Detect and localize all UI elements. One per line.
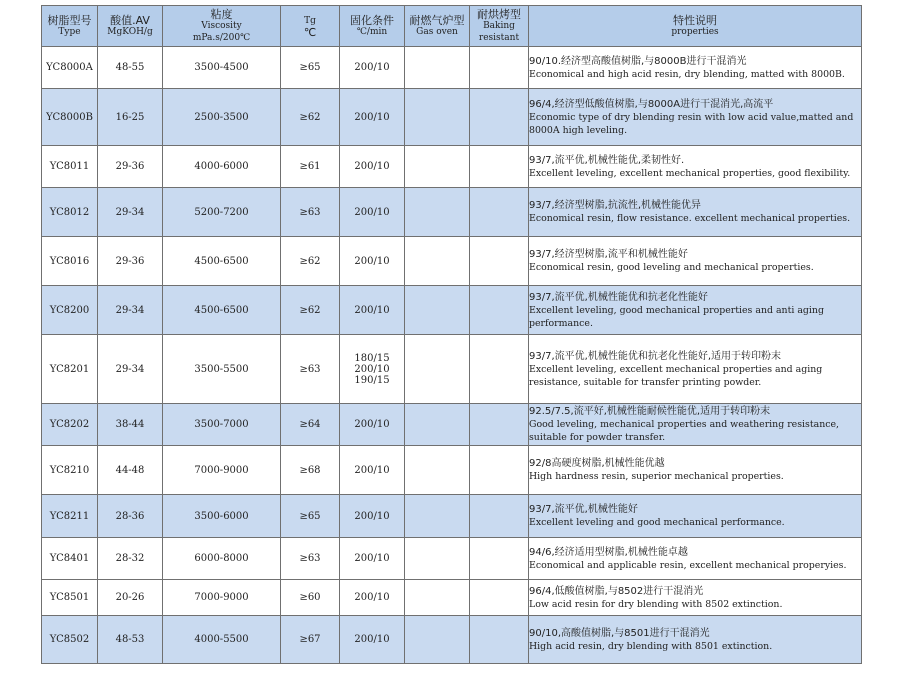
properties-en: Economical and high acid resin, dry blending, matted with 8000B. xyxy=(529,68,845,80)
header-viscosity-zh: 粘度 xyxy=(210,7,233,21)
cell-av: 16-25 xyxy=(98,89,163,146)
cell-type: YC8201 xyxy=(42,335,98,404)
table-row xyxy=(42,538,862,580)
cell-type: YC8200 xyxy=(42,286,98,335)
header-baking-zh: 耐烘烤型 xyxy=(477,7,521,21)
table-row xyxy=(42,616,862,664)
properties-en: Economic type of dry blending resin with low acid value,matted and 8000A high leveling. xyxy=(529,111,854,136)
properties-zh: 93/7,流平优,机械性能优和抗老化性能好 xyxy=(529,291,708,303)
cell-av: 29-34 xyxy=(98,188,163,237)
cell-gas-oven xyxy=(405,286,470,335)
cell-cure: 200/10 xyxy=(340,188,405,237)
header-gas-oven-zh: 耐燃气炉型 xyxy=(409,13,465,27)
cell-baking xyxy=(470,446,529,495)
cell-gas-oven xyxy=(405,188,470,237)
header-cure-zh: 固化条件 xyxy=(350,13,394,27)
cell-type: YC8012 xyxy=(42,188,98,237)
cell-cure: 200/10 xyxy=(340,616,405,664)
properties-zh: 93/7,经济型树脂,抗流性,机械性能优异 xyxy=(529,200,701,211)
table-row xyxy=(42,188,862,237)
cell-av: 29-34 xyxy=(98,335,163,404)
properties-en: Economical resin, good leveling and mechanical properties. xyxy=(529,262,814,273)
cell-type: YC8202 xyxy=(42,404,98,446)
header-gas-oven-en: Gas oven xyxy=(416,26,458,37)
properties-zh: 93/7,经济型树脂,流平和机械性能好 xyxy=(529,249,688,260)
cell-viscosity: 5200-7200 xyxy=(163,188,281,237)
table-row xyxy=(42,495,862,538)
cell-cure: 200/10 xyxy=(340,89,405,146)
header-tg-zh: Tg xyxy=(304,15,316,26)
cell-properties xyxy=(529,188,862,237)
cell-cure: 200/10 xyxy=(340,446,405,495)
properties-zh: 90/10,高酸值树脂,与8501进行干混消光 xyxy=(529,627,710,639)
cell-cure: 200/10 xyxy=(340,286,405,335)
cell-gas-oven xyxy=(405,580,470,616)
cell-av: 48-55 xyxy=(98,47,163,89)
properties-en: Economical and applicable resin, excellent mechanical properyies. xyxy=(529,559,847,571)
properties-en: Economical resin, flow resistance. excellent mechanical properties. xyxy=(529,213,851,224)
cell-tg: ≥63 xyxy=(281,335,340,404)
cell-gas-oven xyxy=(405,495,470,538)
cell-baking xyxy=(470,188,529,237)
cell-tg: ≥62 xyxy=(281,237,340,286)
header-properties-zh: 特性说明 xyxy=(673,13,717,27)
table-row xyxy=(42,146,862,188)
cell-type: YC8502 xyxy=(42,616,98,664)
properties-zh: 90/10.经济型高酸值树脂,与8000B进行干混消光 xyxy=(529,55,747,67)
cell-cure: 200/10 xyxy=(340,495,405,538)
cell-av: 28-32 xyxy=(98,538,163,580)
table-row xyxy=(42,335,862,404)
cure-line: 190/15 xyxy=(354,374,390,386)
cell-baking xyxy=(470,580,529,616)
cell-properties xyxy=(529,580,862,616)
cure-line: 200/10 xyxy=(354,363,390,375)
cell-type: YC8011 xyxy=(42,146,98,188)
header-av-en: MgKOH/g xyxy=(107,26,153,37)
header-cure-en: ℃/min xyxy=(356,26,388,37)
properties-zh: 93/7,流平优,机械性能好 xyxy=(529,504,638,515)
header-av-zh: 酸值.AV xyxy=(110,13,150,27)
properties-en: Good leveling, mechanical properties and weathering resistance, suitable for powder transfer. xyxy=(529,419,840,443)
header-av xyxy=(98,6,163,47)
header-properties-en: properties xyxy=(671,26,719,37)
header-tg-en: ℃ xyxy=(303,25,317,39)
table-row xyxy=(42,580,862,616)
header-gas-oven xyxy=(405,6,470,47)
cell-properties xyxy=(529,446,862,495)
cell-properties xyxy=(529,47,862,89)
header-viscosity xyxy=(163,6,281,47)
cell-cure: 200/10 xyxy=(340,47,405,89)
table-row xyxy=(42,89,862,146)
cell-baking xyxy=(470,286,529,335)
cell-viscosity: 6000-8000 xyxy=(163,538,281,580)
cell-properties xyxy=(529,146,862,188)
cell-cure: 200/10 xyxy=(340,237,405,286)
cell-gas-oven xyxy=(405,538,470,580)
properties-zh: 93/7,流平优,机械性能优,柔韧性好. xyxy=(529,154,685,166)
cell-type: YC8211 xyxy=(42,495,98,538)
header-baking xyxy=(470,6,529,47)
cell-baking xyxy=(470,538,529,580)
cell-tg: ≥63 xyxy=(281,538,340,580)
cell-viscosity: 4500-6500 xyxy=(163,237,281,286)
cell-properties xyxy=(529,404,862,446)
cell-viscosity: 4500-6500 xyxy=(163,286,281,335)
table-row xyxy=(42,446,862,495)
properties-en: Excellent leveling, excellent mechanical properties and aging resistance, suitable for transfer printing powder. xyxy=(529,363,823,388)
cell-baking xyxy=(470,237,529,286)
cell-gas-oven xyxy=(405,89,470,146)
properties-en: Low acid resin for dry blending with 8502 extinction. xyxy=(529,598,783,610)
header-viscosity-en1: Viscosity xyxy=(201,20,242,31)
properties-zh: 93/7,流平优,机械性能优和抗老化性能好,适用于转印粉末 xyxy=(529,350,781,362)
properties-zh: 92/8高硬度树脂,机械性能优越 xyxy=(529,458,665,469)
table-header-row xyxy=(42,6,862,47)
properties-zh: 96/4,经济型低酸值树脂,与8000A进行干混消光,高流平 xyxy=(529,98,774,110)
cell-cure: 200/10 xyxy=(340,146,405,188)
properties-en: Excellent leveling, good mechanical properties and anti aging performance. xyxy=(529,304,824,329)
cell-gas-oven xyxy=(405,404,470,446)
cell-viscosity: 3500-5500 xyxy=(163,335,281,404)
cell-baking xyxy=(470,404,529,446)
cell-viscosity: 2500-3500 xyxy=(163,89,281,146)
properties-zh: 94/6,经济适用型树脂,机械性能卓越 xyxy=(529,546,688,558)
header-tg xyxy=(281,6,340,47)
cell-tg: ≥62 xyxy=(281,286,340,335)
cell-viscosity: 3500-7000 xyxy=(163,404,281,446)
cell-tg: ≥65 xyxy=(281,47,340,89)
cell-baking xyxy=(470,47,529,89)
cell-av: 29-34 xyxy=(98,286,163,335)
cell-viscosity: 3500-6000 xyxy=(163,495,281,538)
cell-properties xyxy=(529,237,862,286)
cell-properties xyxy=(529,286,862,335)
cell-tg: ≥68 xyxy=(281,446,340,495)
cell-baking xyxy=(470,616,529,664)
cell-av: 28-36 xyxy=(98,495,163,538)
cell-baking xyxy=(470,146,529,188)
cell-tg: ≥67 xyxy=(281,616,340,664)
cell-baking xyxy=(470,495,529,538)
cell-type: YC8401 xyxy=(42,538,98,580)
cell-type: YC8000A xyxy=(42,47,98,89)
properties-en: Excellent leveling, excellent mechanical properties, good flexibility. xyxy=(529,167,851,179)
cell-viscosity: 4000-5500 xyxy=(163,616,281,664)
cell-av: 29-36 xyxy=(98,146,163,188)
properties-en: High acid resin, dry blending with 8501 extinction. xyxy=(529,640,773,652)
cell-gas-oven xyxy=(405,146,470,188)
cell-tg: ≥62 xyxy=(281,89,340,146)
cell-cure xyxy=(340,335,405,404)
header-viscosity-en2: mPa.s/200℃ xyxy=(192,32,251,43)
cure-line: 180/15 xyxy=(354,352,390,364)
cell-av: 29-36 xyxy=(98,237,163,286)
cell-viscosity: 7000-9000 xyxy=(163,446,281,495)
resin-spec-table xyxy=(41,5,862,664)
cell-tg: ≥61 xyxy=(281,146,340,188)
header-properties xyxy=(529,6,862,47)
cell-properties xyxy=(529,335,862,404)
cell-cure: 200/10 xyxy=(340,580,405,616)
cell-properties xyxy=(529,616,862,664)
cell-gas-oven xyxy=(405,335,470,404)
table-row xyxy=(42,47,862,89)
table-row xyxy=(42,286,862,335)
properties-zh: 96/4,低酸值树脂,与8502进行干混消光 xyxy=(529,585,704,597)
table-row xyxy=(42,404,862,446)
cell-viscosity: 3500-4500 xyxy=(163,47,281,89)
header-cure xyxy=(340,6,405,47)
cell-gas-oven xyxy=(405,47,470,89)
header-type-zh: 树脂型号 xyxy=(47,13,92,27)
cell-type: YC8210 xyxy=(42,446,98,495)
cell-av: 44-48 xyxy=(98,446,163,495)
properties-zh: 92.5/7.5,流平好,机械性能耐候性能优,适用于转印粉末 xyxy=(529,406,771,417)
cell-av: 38-44 xyxy=(98,404,163,446)
header-baking-en1: Baking xyxy=(483,20,515,31)
cell-cure: 200/10 xyxy=(340,404,405,446)
cell-av: 20-26 xyxy=(98,580,163,616)
header-type xyxy=(42,6,98,47)
properties-en: High hardness resin, superior mechanical properties. xyxy=(529,471,784,482)
cell-baking xyxy=(470,335,529,404)
cell-type: YC8016 xyxy=(42,237,98,286)
cell-baking xyxy=(470,89,529,146)
cell-tg: ≥65 xyxy=(281,495,340,538)
cell-tg: ≥60 xyxy=(281,580,340,616)
header-type-en: Type xyxy=(58,26,81,37)
cell-type: YC8501 xyxy=(42,580,98,616)
header-baking-en2: resistant xyxy=(478,32,520,43)
cell-tg: ≥64 xyxy=(281,404,340,446)
properties-en: Excellent leveling and good mechanical performance. xyxy=(529,517,785,528)
cell-av: 48-53 xyxy=(98,616,163,664)
cell-cure: 200/10 xyxy=(340,538,405,580)
cell-gas-oven xyxy=(405,237,470,286)
cell-gas-oven xyxy=(405,446,470,495)
cell-viscosity: 7000-9000 xyxy=(163,580,281,616)
table-row xyxy=(42,237,862,286)
cell-type: YC8000B xyxy=(42,89,98,146)
cell-viscosity: 4000-6000 xyxy=(163,146,281,188)
cell-properties xyxy=(529,495,862,538)
cell-properties xyxy=(529,538,862,580)
cell-gas-oven xyxy=(405,616,470,664)
cell-properties xyxy=(529,89,862,146)
cell-tg: ≥63 xyxy=(281,188,340,237)
